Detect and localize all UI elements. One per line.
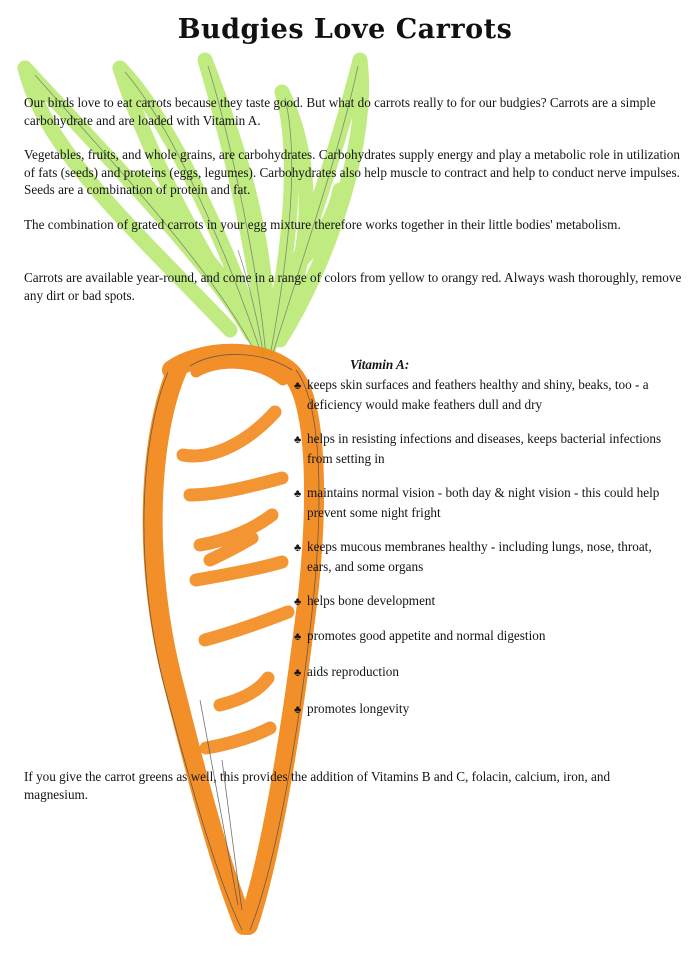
list-item-text: keeps mucous membranes healthy - including lungs, nose, throat, ears, and some organs	[307, 539, 652, 574]
list-item	[294, 484, 679, 521]
list-item	[294, 376, 687, 413]
list-item-text: helps in resisting infections and diseases, keeps bacterial infections from setting in	[307, 431, 662, 466]
club-icon: ♣	[294, 380, 302, 392]
list-item-text: aids reproduction	[307, 664, 399, 679]
carbohydrates-paragraph: Vegetables, fruits, and whole grains, are carbohydrates. Carbohydrates supply energy and play a metabolic role in utilization of fats (seeds) and proteins (eggs, legumes). Carbohydrates also help muscle to contract and help to conduct nerve impulses. Seeds are a combination of protein and fat.	[24, 147, 680, 197]
page-title: Budgies Love Carrots	[177, 14, 513, 45]
club-icon: ♣	[294, 704, 302, 716]
list-item	[294, 430, 687, 467]
availability-paragraph: Carrots are available year-round, and come in a range of colors from yellow to orangy red. Always wash thoroughly, remove any dirt or bad spots.	[24, 270, 682, 303]
club-icon: ♣	[294, 596, 302, 608]
list-item-text: promotes longevity	[307, 701, 410, 716]
combination-paragraph: The combination of grated carrots in your egg mixture therefore works together in their little bodies' metabolism.	[24, 217, 621, 232]
list-item	[294, 663, 687, 683]
footer-paragraph: If you give the carrot greens as well, this provides the addition of Vitamins B and C, folacin, calcium, iron, and magnesium.	[24, 769, 611, 802]
carrot-ridges	[183, 412, 288, 748]
club-icon: ♣	[294, 667, 302, 679]
club-icon: ♣	[294, 631, 302, 643]
club-icon: ♣	[294, 434, 302, 446]
list-item-text: helps bone development	[307, 593, 436, 608]
list-item	[294, 627, 687, 647]
club-icon: ♣	[294, 542, 302, 554]
list-item-text: maintains normal vision - both day & night vision - this could help prevent some night fright	[307, 485, 660, 520]
vitamin-a-heading: Vitamin A:	[350, 357, 410, 372]
list-item-text: keeps skin surfaces and feathers healthy and shiny, beaks, too - a deficiency would make feathers dull and dry	[307, 377, 649, 412]
list-item-text: promotes good appetite and normal digestion	[307, 628, 546, 643]
club-icon: ♣	[294, 488, 302, 500]
list-item	[294, 700, 687, 720]
list-item	[294, 592, 687, 612]
list-item	[294, 538, 679, 575]
intro-paragraph: Our birds love to eat carrots because they taste good. But what do carrots really to for our budgies? Carrots are a simple carbohydrate and are loaded with Vitamin A.	[24, 95, 656, 128]
